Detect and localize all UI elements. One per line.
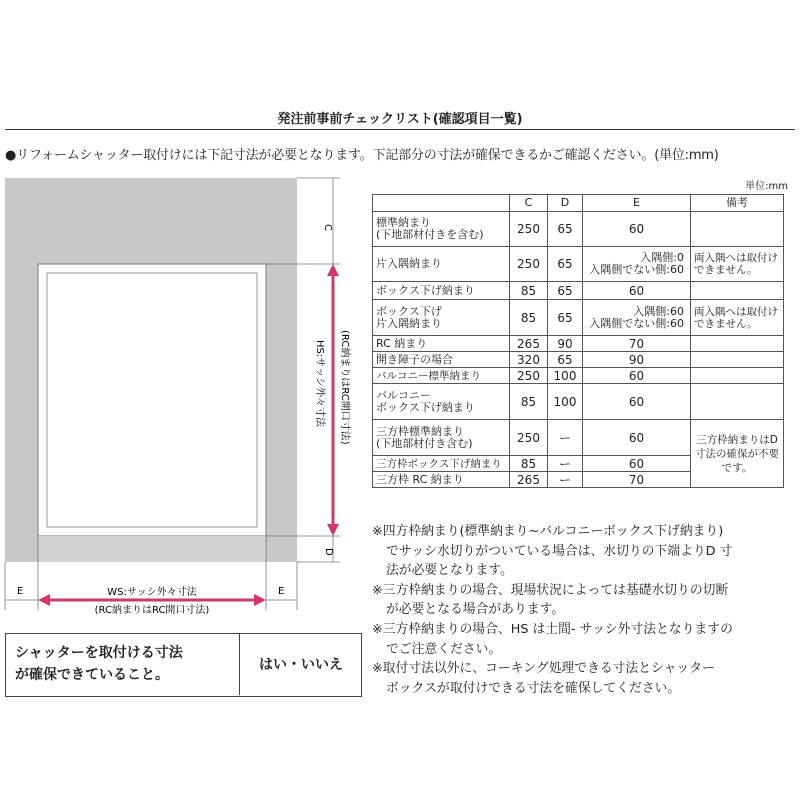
row-e: 70 [583,336,691,352]
remark-sanpo: 三方枠納まりはD寸法の確保が不要です。 [691,420,784,488]
remark-corner-1: 両入隅へは取付けできません。 [691,247,784,282]
header-blank [373,195,510,212]
row-name: 三方枠ボックス下げ納まり [373,456,510,472]
row-c: 85 [510,384,548,420]
row-d: 65 [548,300,583,336]
row-d: 65 [548,212,583,247]
ws-arrow-head-right [254,594,266,606]
row-e: 60 [583,282,691,300]
note-line: ※取付寸法以外に、コーキング処理できる寸法とシャッター [372,661,715,677]
row-name: ボックス下げ納まり [373,282,510,300]
row-e: 60 [583,212,691,247]
row-e: 60 [583,456,691,472]
row-name: 三方枠 RC 納まり [373,472,510,488]
note-line: ※三方枠納まりの場合、現場状況によっては基礎水切りの切断 [372,582,729,598]
spec-table [372,194,784,488]
row-name: 開き障子の場合 [373,352,510,368]
ws-arrow-head-left [38,594,50,606]
question-line-2: が確保できていること。 [15,667,169,683]
table-row [373,368,784,384]
row-d: 65 [548,247,583,282]
label-e-left: E [17,586,24,597]
row-name-sub: (下地部材付き含む) [376,436,473,450]
row-c: 250 [510,212,548,247]
note-line: 法が必要となります。 [386,563,513,579]
row-name-sub: ボックス下げ納まり [376,400,475,414]
question-line-1: シャッターを取付ける寸法 [15,645,183,661]
label-d: D [323,548,334,556]
header-remarks: 備考 [691,195,784,212]
title-divider [5,129,795,130]
row-name-sub: 片入隅納まり [376,316,442,330]
row-d: 90 [548,336,583,352]
row-d: ー [548,456,583,472]
table-row [373,212,784,247]
row-d: ー [548,420,583,456]
row-c: 250 [510,247,548,282]
dimension-diagram [0,170,370,620]
row-name: ボックス下げ [376,304,442,318]
label-c: C [322,224,333,231]
row-c: 320 [510,352,548,368]
note-line: ※三方枠納まりの場合、HS は土間- サッシ外寸法となりますの [372,621,733,637]
row-c: 265 [510,472,548,488]
table-row [373,352,784,368]
row-d: 65 [548,352,583,368]
yes-no-answer[interactable]: はい・いいえ [259,657,343,673]
row-e: 60 [583,420,691,456]
row-c: 85 [510,282,548,300]
label-e-right: E [278,586,285,597]
row-d: ー [548,472,583,488]
row-name-sub: (下地部材付きを含む) [376,228,484,241]
confirmation-question [5,633,240,695]
row-e: 60 [583,368,691,384]
hs-label-2: (RC納まりはRC開口寸法) [339,330,350,445]
note-line: ボックスが取付けできる寸法を確保してください。 [386,680,681,696]
remark-corner-2: 両入隅へは取付けできません。 [691,300,784,336]
row-e: 70 [583,472,691,488]
row-c: 250 [510,368,548,384]
note-line: ※四方枠納まり(標準納まり~バルコニーボックス下げ納まり) [372,524,724,539]
row-c: 250 [510,420,548,456]
row-e-sub: 入隅側でない側:60 [589,263,684,276]
row-name: 三方枠標準納まり [376,424,464,438]
header-d: D [548,195,583,212]
header-e: E [583,195,691,212]
note-line: でご注意ください。 [386,641,502,657]
table-row [373,384,784,420]
notes-section [372,522,796,698]
row-e: 入隅側:60 [633,304,684,318]
row-d: 100 [548,384,583,420]
row-e-sub: 入隅側でない側:60 [589,316,684,330]
hs-arrow-head-top [327,264,339,276]
row-e: 90 [583,352,691,368]
row-name: 片入隅納まり [373,247,510,282]
table-row [373,300,784,336]
row-e: 入隅側:0 [640,251,684,264]
document-title: 発注前事前チェックリスト(確認項目一覧) [277,112,523,127]
note-line: が必要となる場合があります。 [386,602,565,618]
ws-label-1: WS:サッシ外々寸法 [107,587,197,598]
table-row [373,282,784,300]
row-name: 標準納まり [376,216,431,229]
note-line: でサッシ水切りがついている場合は、水切りの下端よりD 寸 [386,543,733,559]
row-c: 265 [510,336,548,352]
table-header-row [373,195,784,212]
row-name: バルコニー標準納まり [373,368,510,384]
unit-note: 単位:mm [745,181,788,192]
row-e: 60 [583,384,691,420]
row-name: バルコニー [376,388,431,402]
row-c: 85 [510,456,548,472]
intro-text: ●リフォームシャッター取付けには下記寸法が必要となります。下記部分の寸法が確保できるかご確認ください。(単位:mm) [5,148,719,163]
hs-label-1: HS:サッシ外々寸法 [314,340,325,428]
row-d: 65 [548,282,583,300]
ws-label-2: (RC納まりはRC開口寸法) [94,605,210,616]
hs-arrow-head-bottom [327,524,339,536]
row-name: RC 納まり [373,336,510,352]
table-row [373,336,784,352]
header-c: C [510,195,548,212]
sash-inner [47,273,257,527]
table-row [373,420,784,456]
row-d: 100 [548,368,583,384]
row-c: 85 [510,300,548,336]
table-row [373,247,784,282]
